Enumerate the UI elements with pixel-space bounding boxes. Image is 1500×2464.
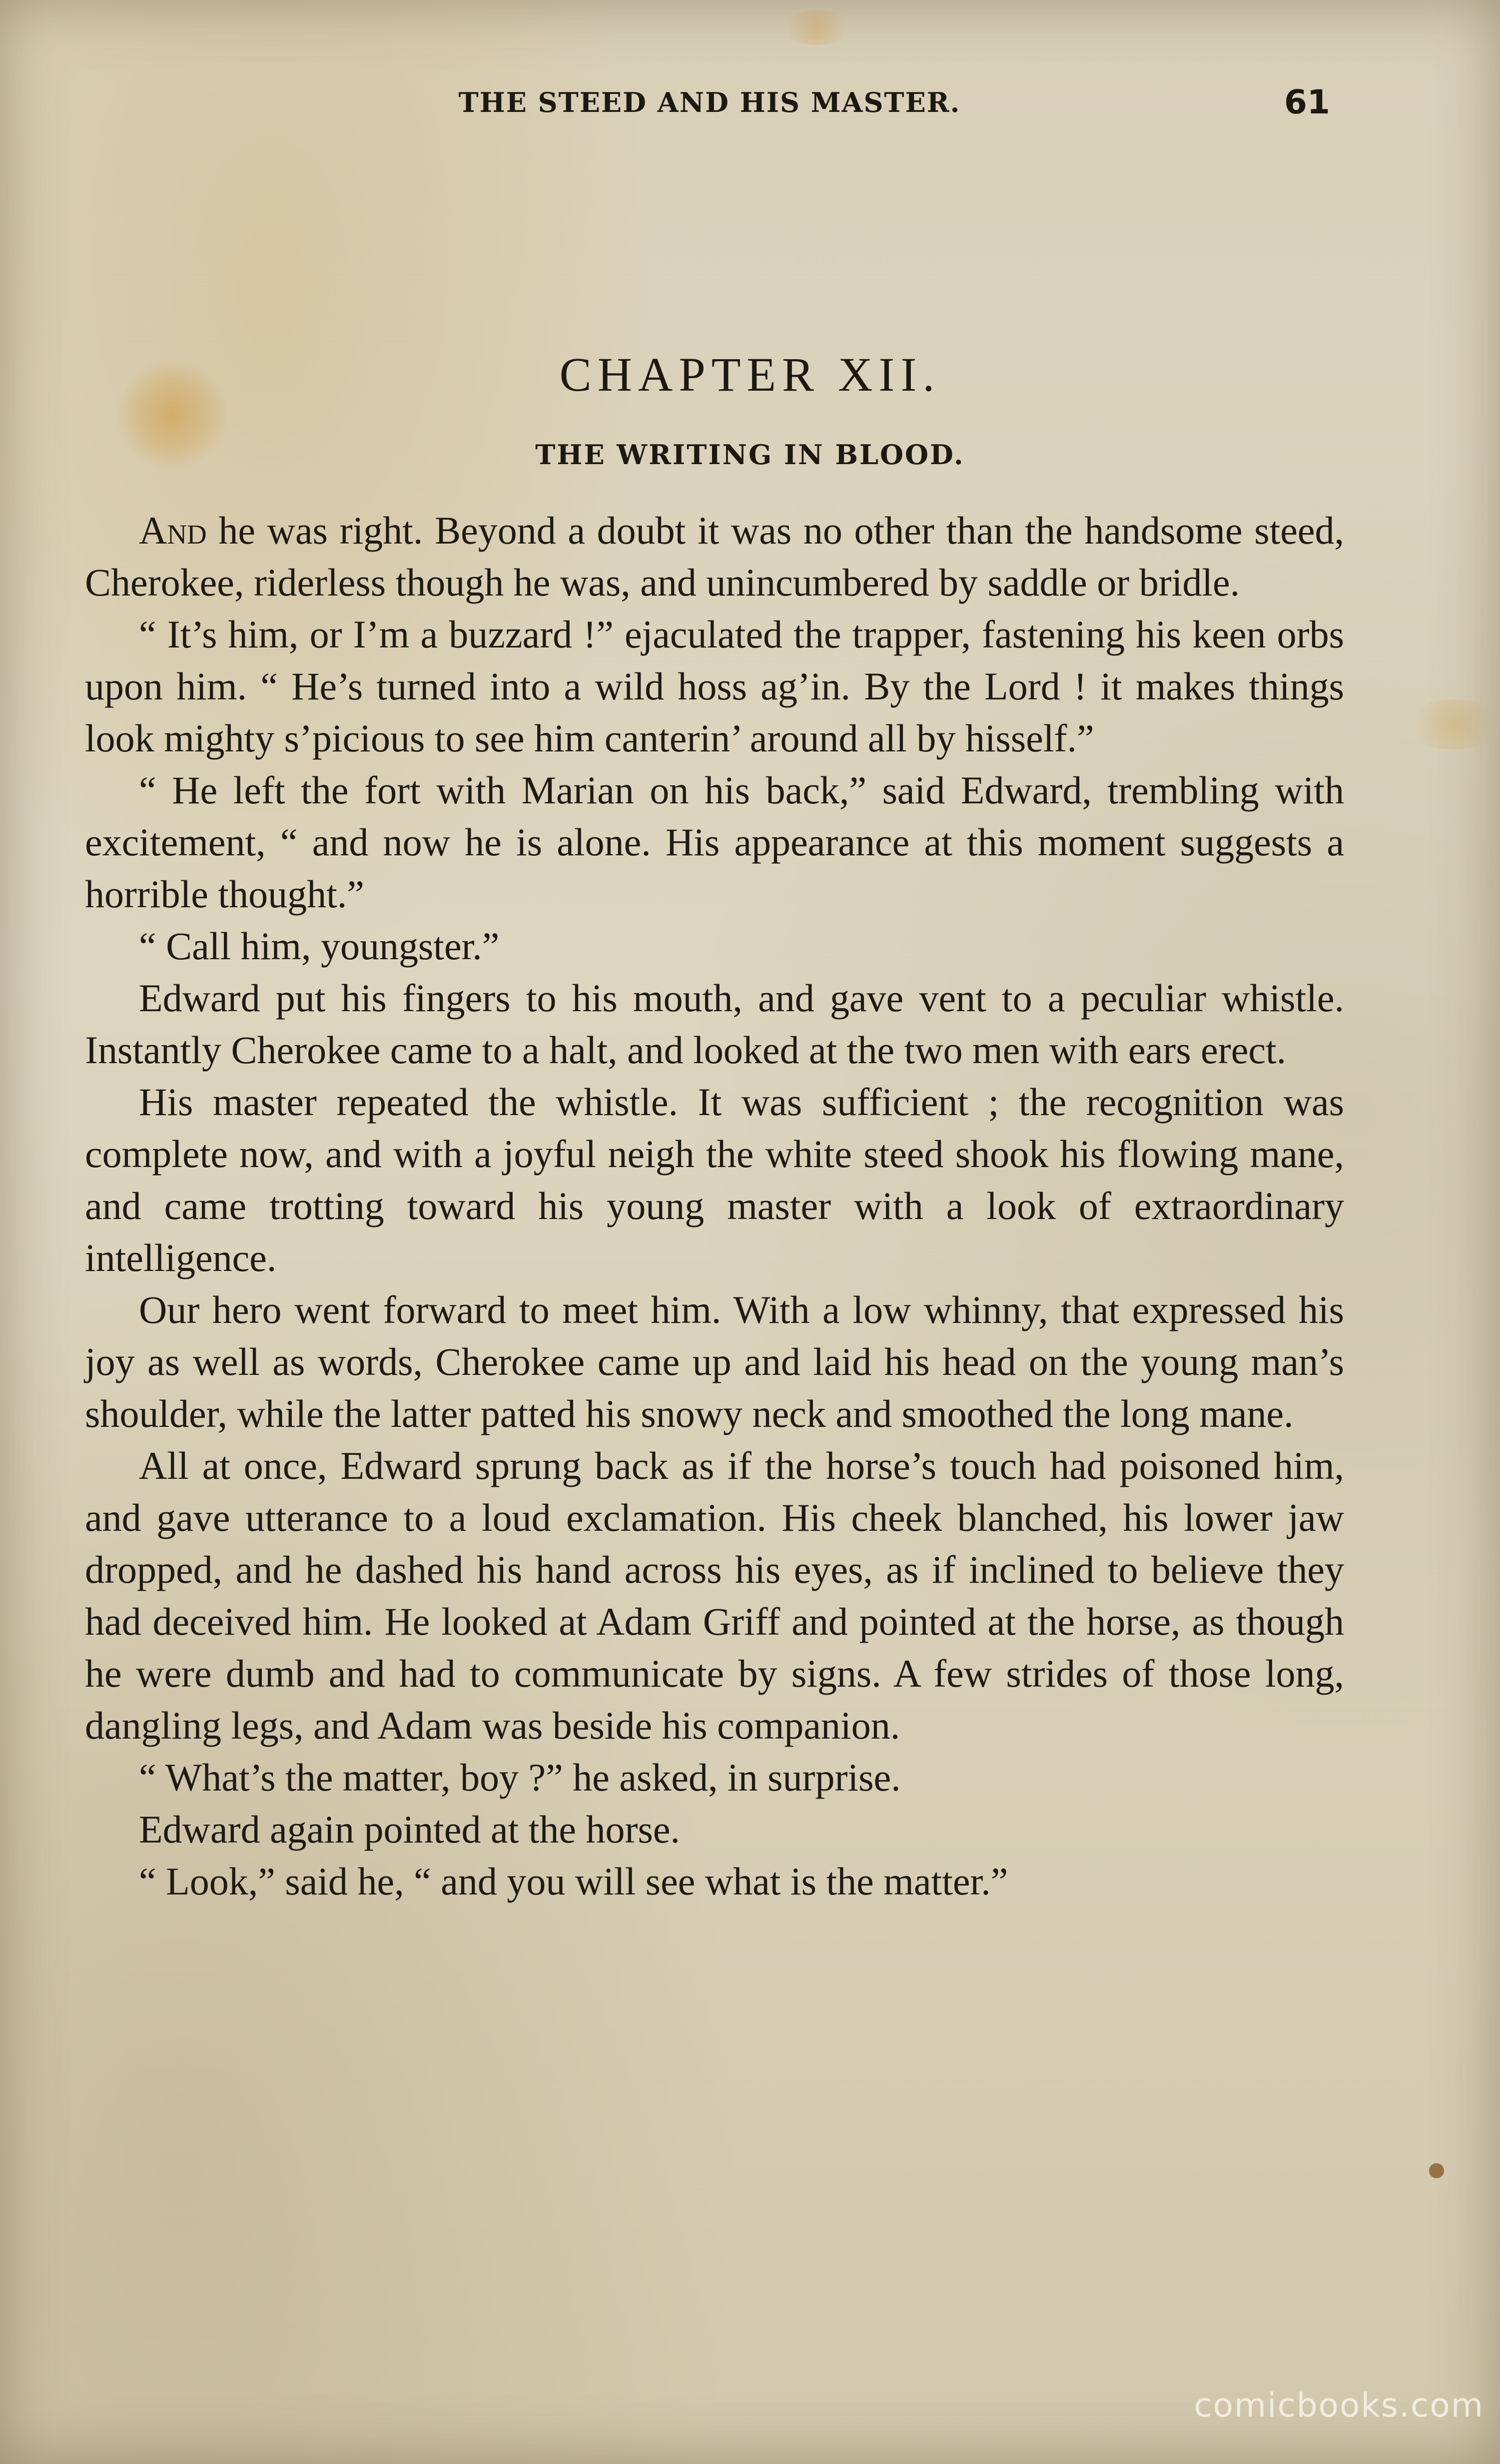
chapter-title: CHAPTER XII. [559, 348, 941, 401]
ink-spot [1429, 2163, 1444, 2178]
foxing-stain [1404, 699, 1500, 749]
paragraph: “ It’s him, or I’m a buzzard !” ejaculated the trapper, fastening his keen orbs upon him. “ He’s turned into a wild hoss ag’in. By the Lord ! it makes things look mighty s’picious to see him canterin’ around all by hisself.” [85, 613, 1344, 760]
paragraph: “ Call him, youngster.” [139, 924, 500, 968]
drop-word: And [139, 509, 207, 552]
chapter-subtitle: THE WRITING IN BLOOD. [535, 439, 965, 471]
foxing-stain [779, 10, 854, 45]
body-text [85, 505, 1344, 1907]
page-number: 61 [1284, 83, 1330, 121]
paragraph: “ He left the fort with Marian on his back,” said Edward, trembling with excitement, “ and now he is alone. His appearance at this moment suggests a horrible thought.” [85, 768, 1344, 916]
paragraph: Our hero went forward to meet him. With a low whinny, that expressed his joy as well as words, Cherokee came up and laid his head on the young man’s shoulder, while the latter patted his snowy neck and smoothed the long mane. [85, 1288, 1344, 1435]
page-header [0, 82, 1500, 122]
paragraph: “ What’s the matter, boy ?” he asked, in surprise. [139, 1756, 901, 1799]
paragraph: Edward again pointed at the horse. [139, 1808, 680, 1851]
watermark: comicbooks.com [1194, 2386, 1484, 2425]
paragraph: His master repeated the whistle. It was sufficient ; the recognition was complete now, and with a joyful neigh the white steed shook his flowing mane, and came trotting toward his young master with a look of extraordinary intelligence. [85, 1080, 1344, 1279]
running-title: THE STEED AND HIS MASTER. [458, 86, 961, 118]
paragraph [85, 505, 1344, 609]
paragraph: “ Look,” said he, “ and you will see what is the matter.” [139, 1859, 1008, 1903]
paragraph-text: he was right. Beyond a doubt it was no other than the handsome steed, Cherokee, riderless though he was, and unincumbered by saddle or bridle. [85, 509, 1344, 604]
paragraph: All at once, Edward sprung back as if the horse’s touch had poisoned him, and gave utterance to a loud exclamation. His cheek blanched, his lower jaw dropped, and he dashed his hand across his eyes, as if inclined to believe they had deceived him. He looked at Adam Griff and pointed at the horse, as though he were dumb and had to communicate by signs. A few strides of those long, dangling legs, and Adam was beside his companion. [85, 1444, 1344, 1747]
paragraph: Edward put his fingers to his mouth, and gave vent to a peculiar whistle. Instantly Cherokee came to a halt, and looked at the two men with ears erect. [85, 976, 1344, 1072]
